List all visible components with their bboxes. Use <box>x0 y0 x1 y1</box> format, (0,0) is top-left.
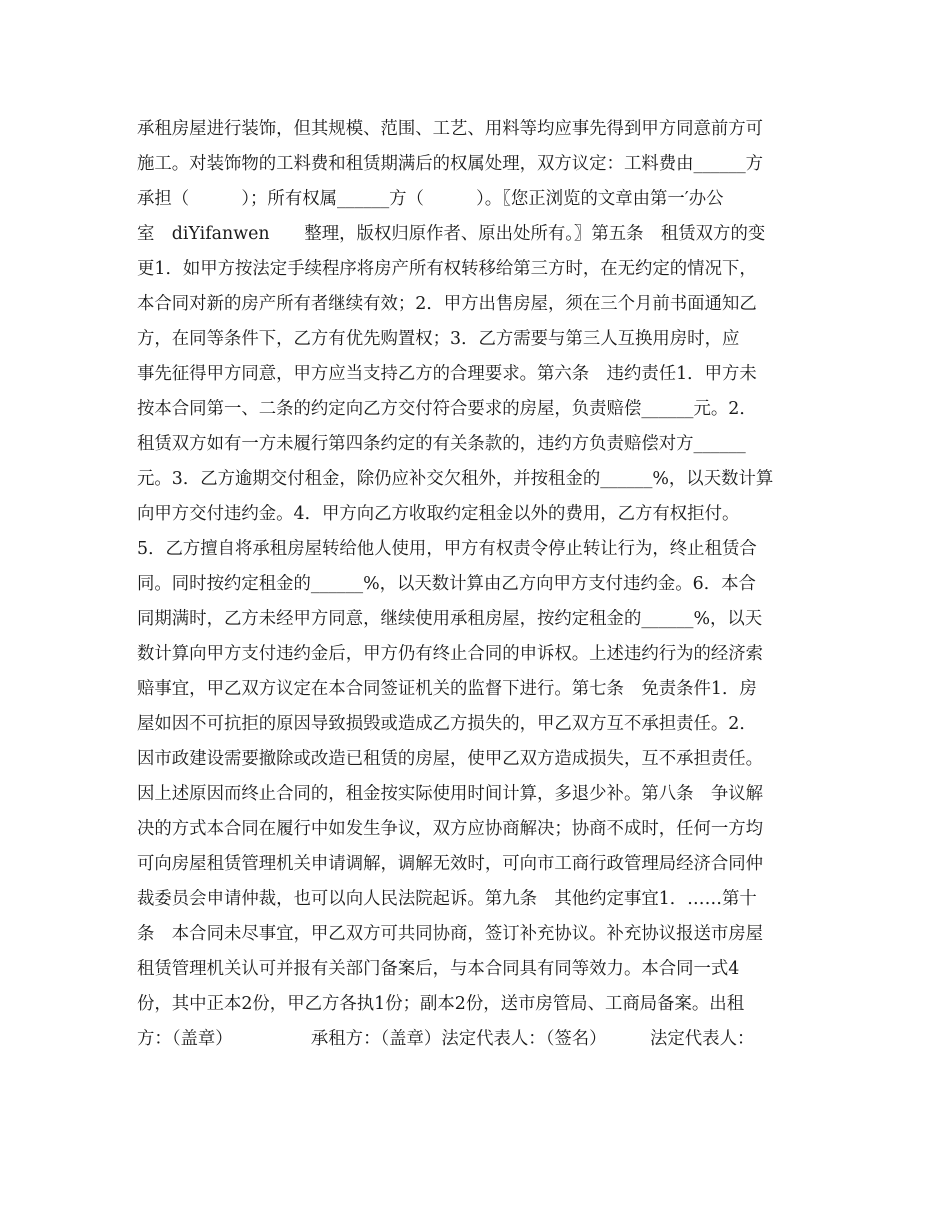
paragraph-line: 租赁双方如有一方未履行第四条约定的有关条款的，违约方负责赔偿对方______ <box>137 434 746 454</box>
paragraph-line: 数计算向甲方支付违约金后，甲方仍有终止合同的申诉权。上述违约行为的经济索 <box>137 644 764 664</box>
paragraph-line: 份，其中正本2份，甲乙方各执1份；副本2份，送市房管局、工商局备案。出租 <box>137 994 745 1014</box>
paragraph-line: 按本合同第一、二条的约定向乙方交付符合要求的房屋，负责赔偿______元。2． <box>137 399 757 419</box>
paragraph-line: 事先征得甲方同意，甲方应当支持乙方的合理要求。第六条 违约责任1．甲方未 <box>137 364 757 384</box>
paragraph-line: 5．乙方擅自将承租房屋转给他人使用，甲方有权责令停止转让行为，终止租赁合 <box>137 539 757 559</box>
paragraph-line: 租赁管理机关认可并报有关部门备案后，与本合同具有同等效力。本合同一式4 <box>137 959 740 979</box>
signature-line: 方：（盖章） 承租方：（盖章）法定代表人：（签名） 法定代表人： <box>137 1029 755 1049</box>
paragraph-line: 施工。对装饰物的工料费和租赁期满后的权属处理，双方议定：工料费由______方 <box>137 154 764 174</box>
paragraph-line: 室 diYifanwen 整理，版权归原作者、原出处所有。〗第五条 租赁双方的变 <box>137 224 766 244</box>
paragraph-line: 更1．如甲方按法定手续程序将房产所有权转移给第三方时，在无约定的情况下， <box>137 259 757 279</box>
paragraph-line: 屋如因不可抗拒的原因导致损毁或造成乙方损失的，甲乙双方互不承担责任。2． <box>137 714 757 734</box>
paragraph-line: 向甲方交付违约金。4．甲方向乙方收取约定租金以外的费用，乙方有权拒付。 <box>137 504 740 524</box>
paragraph-line: 同。同时按约定租金的______%，以天数计算由乙方向甲方支付违约金。6．本合 <box>137 574 756 594</box>
paragraph-line: 本合同对新的房产所有者继续有效；2．甲方出售房屋，须在三个月前书面通知乙 <box>137 294 757 314</box>
paragraph-line: 方，在同等条件下，乙方有优先购置权；3．乙方需要与第三人互换用房时，应 <box>137 329 740 349</box>
paragraph-line: 承租房屋进行装饰，但其规模、范围、工艺、用料等均应事先得到甲方同意前方可 <box>137 119 764 139</box>
paragraph-line: 承担（ ）；所有权属______方（ ）。〖您正浏览的文章由第一′办公 <box>137 189 724 209</box>
paragraph-line: 同期满时，乙方未经甲方同意，继续使用承租房屋，按约定租金的______%，以天 <box>137 609 763 629</box>
paragraph-line: 因上述原因而终止合同的，租金按实际使用时间计算，多退少补。第八条 争议解 <box>137 784 764 804</box>
paragraph-line: 赔事宜，甲乙双方议定在本合同签证机关的监督下进行。第七条 免责条件1．房 <box>137 679 757 699</box>
paragraph-line: 因市政建设需要撤除或改造已租赁的房屋，使甲乙双方造成损失，互不承担责任。 <box>137 749 764 769</box>
paragraph-line: 可向房屋租赁管理机关申请调解，调解无效时，可向市工商行政管理局经济合同仲 <box>137 854 764 874</box>
paragraph-line: 元。3．乙方逾期交付租金，除仍应补交欠租外，并按租金的______%，以天数计算 <box>137 469 774 489</box>
paragraph-line: 决的方式本合同在履行中如发生争议，双方应协商解决；协商不成时，任何一方均 <box>137 819 764 839</box>
paragraph-line: 条 本合同未尽事宜，甲乙双方可共同协商，签订补充协议。补充协议报送市房屋 <box>137 924 764 944</box>
paragraph-line: 裁委员会申请仲裁，也可以向人民法院起诉。第九条 其他约定事宜1．……第十 <box>137 889 757 909</box>
